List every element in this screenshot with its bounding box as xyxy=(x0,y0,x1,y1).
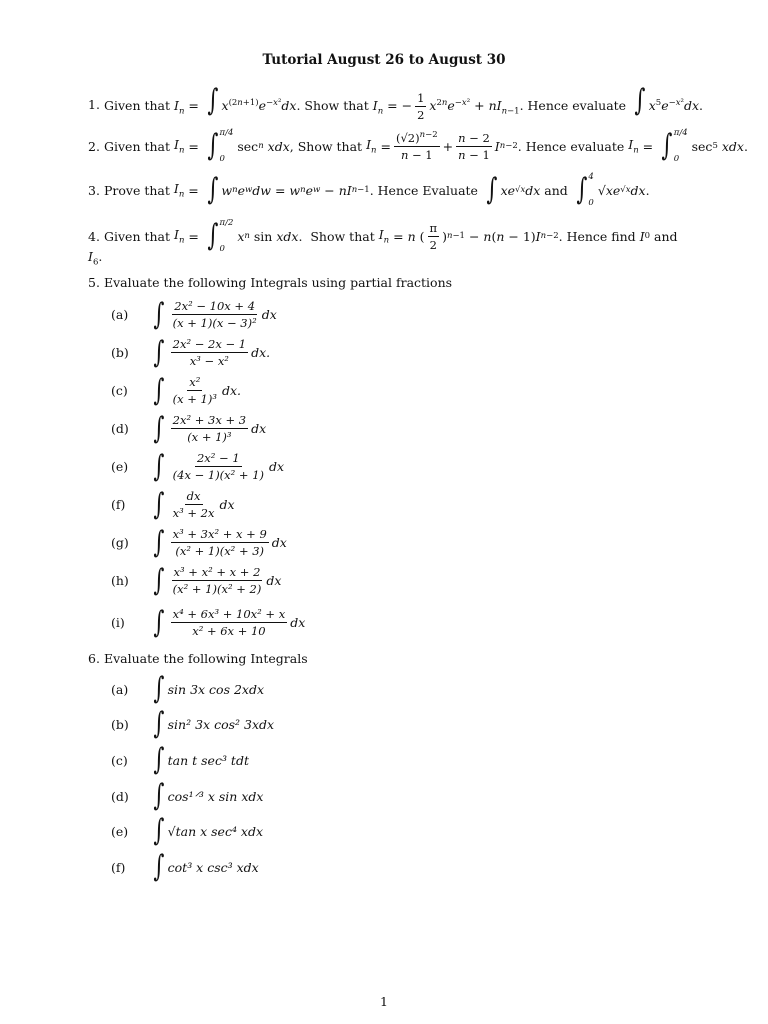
pf-item-c: (c) ∫ $\frac{\text{x²}}{\text{(x + 1)³}}$ dx. xyxy=(111,372,242,408)
problem-4-continuation: $I_6$. xyxy=(88,249,103,268)
pf-item-i: (i) ∫ $\frac{\text{x⁴ + 6x³ + 10x² + x}}{\text{x² + 6x + 10}}$ dx xyxy=(111,604,306,640)
problem-number: 1. xyxy=(88,96,100,112)
int-item-b: (b) ∫ sin² 3x cos² 3xdx xyxy=(111,706,275,741)
problem-text: Evaluate the following Integrals using partial fractions xyxy=(104,275,453,290)
problem-number: 2. xyxy=(88,138,100,154)
pf-item-g: (g) ∫ $\frac{\text{x³ + 3x² + x + 9}}{\text{(x² + 1)(x² + 3)}}$ dx xyxy=(111,524,287,560)
problem-text: Evaluate the following Integrals xyxy=(104,651,308,666)
int-item-c: (c) ∫ tan t sec³ tdt xyxy=(111,742,249,777)
int-item-e: (e) ∫ √tan x sec⁴ xdx xyxy=(111,813,264,848)
problem-text: Given that $I_n$ = ∫ π/2 0 x n sin xdx . Show that $I_n$ = n ( $\frac{\pi}{2}$ ) n−1 − n ( n − 1) I n−2 . Hence find I 0 and xyxy=(104,218,678,254)
problem-4 xyxy=(88,218,754,254)
problem-number: 6. xyxy=(88,651,100,666)
problem-1 xyxy=(88,83,754,122)
problem-2 xyxy=(88,128,754,164)
int-item-f: (f) ∫ cot³ x csc³ xdx xyxy=(111,849,259,884)
problem-number: 3. xyxy=(88,182,100,198)
page-number: 1 xyxy=(380,994,388,1009)
pf-item-b: (b) ∫ $\frac{\text{2x² − 2x − 1}}{\text{x³ − x²}}$ dx. xyxy=(111,334,271,370)
problem-3 xyxy=(88,172,754,208)
page-title: Tutorial August 26 to August 30 xyxy=(262,52,506,68)
int-item-d: (d) ∫ cos¹ᐟ³ x sin xdx xyxy=(111,778,264,813)
problem-text: Given that $I_n$ = ∫ $x^{(2n+1)}e^{-x^2}dx$. Show that $I_n$ = − $\frac{1}{2}$ $x^{2n}e^{-x^2} + nI_{n-1}$. Hence evaluate ∫ $x^5e^{-x^2}dx$. xyxy=(104,83,703,122)
problem-text: Prove that $I_n$ = ∫ w n e w dw = w n e w − nI n−1 . Hence Evaluate ∫ xe √x dx and ∫ 4 0 √ x e √x dx . xyxy=(104,172,650,208)
problem-6 xyxy=(88,651,754,666)
problem-text: Given that $I_n$ = ∫ π/4 0 sec n xdx , Show that $I_n$ = $\frac{(√2)^{n-2}}{n - 1}$ + $\frac{n - 2}{n - 1}$ I n−2 . Hence evaluate $I_n$ = ∫ π/4 0 sec 5 xdx . xyxy=(104,128,748,164)
int-item-a: (a) ∫ sin 3x cos 2xdx xyxy=(111,671,265,706)
problem-5 xyxy=(88,275,754,290)
problem-number: 4. xyxy=(88,228,100,244)
problem-number: 5. xyxy=(88,275,100,290)
pf-item-h: (h) ∫ $\frac{\text{x³ + x² + x + 2}}{\text{(x² + 1)(x² + 2)}}$ dx xyxy=(111,562,282,598)
pf-item-f: (f) ∫ $\frac{dx}{\text{x³ + 2x}}$ dx xyxy=(111,486,235,522)
pf-item-d: (d) ∫ $\frac{\text{2x² + 3x + 3}}{\text{(x + 1)³}}$ dx xyxy=(111,410,267,446)
pf-item-a: (a) ∫ $\frac{\text{2x² − 10x + 4}}{\text{(x + 1)(x − 3)²}}$ dx xyxy=(111,296,277,332)
pf-item-e: (e) ∫ $\frac{\text{2x² − 1}}{\text{(4x − 1)(x² + 1)}}$ dx xyxy=(111,448,285,484)
